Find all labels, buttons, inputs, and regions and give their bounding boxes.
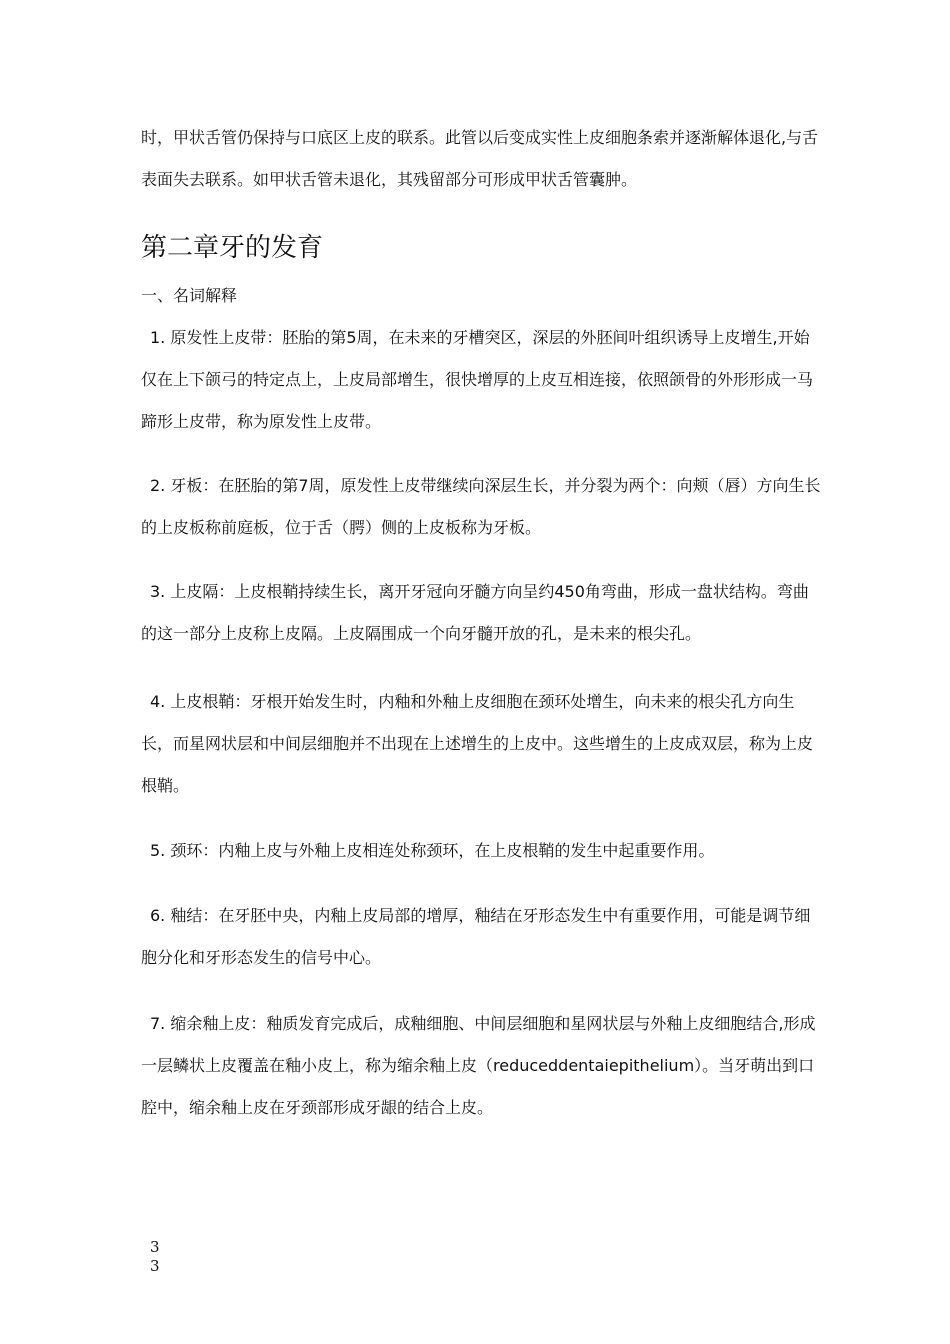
- definition-item: 5. 颈环：内釉上皮与外釉上皮相连处称颈环，在上皮根鞘的发生中起重要作用。: [150, 841, 715, 860]
- definition-item: 6. 釉结：在牙胚中央，内釉上皮局部的增厚，釉结在牙形态发生中有重要作用，可能是调节细胞分化和牙形态发生的信号中心。: [141, 906, 811, 967]
- intro-paragraph: 时，甲状舌管仍保持与口底区上皮的联系。此管以后变成实性上皮细胞条索并逐渐解体退化,与舌表面失去联系。如甲状舌管未退化，其残留部分可形成甲状舌管囊肿。: [141, 128, 819, 189]
- definition-item: 2. 牙板：在胚胎的第7周，原发性上皮带继续向深层生长，并分裂为两个：向颊（唇）方向生长的上皮板称前庭板，位于舌（腭）侧的上皮板称为牙板。: [141, 476, 821, 537]
- definition-item: 7. 缩余釉上皮：釉质发育完成后，成釉细胞、中间层细胞和星网状层与外釉上皮细胞结合,形成一层鳞状上皮覆盖在釉小皮上，称为缩余釉上皮（reduceddentaiepithelium）。当牙萌出到口腔中，缩余釉上皮在牙颈部形成牙龈的结合上皮。: [141, 1014, 816, 1117]
- definition-item: 4. 上皮根鞘：牙根开始发生时，内釉和外釉上皮细胞在颈环处增生，向未来的根尖孔方向生长，而星网状层和中间层细胞并不出现在上述增生的上皮中。这些增生的上皮成双层，称为上皮根鞘。: [141, 692, 814, 795]
- page-number-line: 3: [150, 1238, 160, 1256]
- section-heading: 一、名词解释: [141, 286, 238, 305]
- page-number: [150, 1238, 170, 1276]
- definition-item: 3. 上皮隔：上皮根鞘持续生长，离开牙冠向牙髓方向呈约450角弯曲，形成一盘状结构。弯曲的这一部分上皮称上皮隔。上皮隔围成一个向牙髓开放的孔，是未来的根尖孔。: [141, 582, 809, 643]
- page-number-line: 3: [150, 1257, 160, 1275]
- definition-item: 1. 原发性上皮带：胚胎的第5周，在未来的牙槽突区，深层的外胚间叶组织诱导上皮增生,开始仅在上下颌弓的特定点上，上皮局部增生，很快增厚的上皮互相连接，依照颌骨的外形形成一马蹄形上皮带，称为原发性上皮带。: [141, 328, 814, 431]
- chapter-title: 第二章牙的发育: [141, 233, 324, 263]
